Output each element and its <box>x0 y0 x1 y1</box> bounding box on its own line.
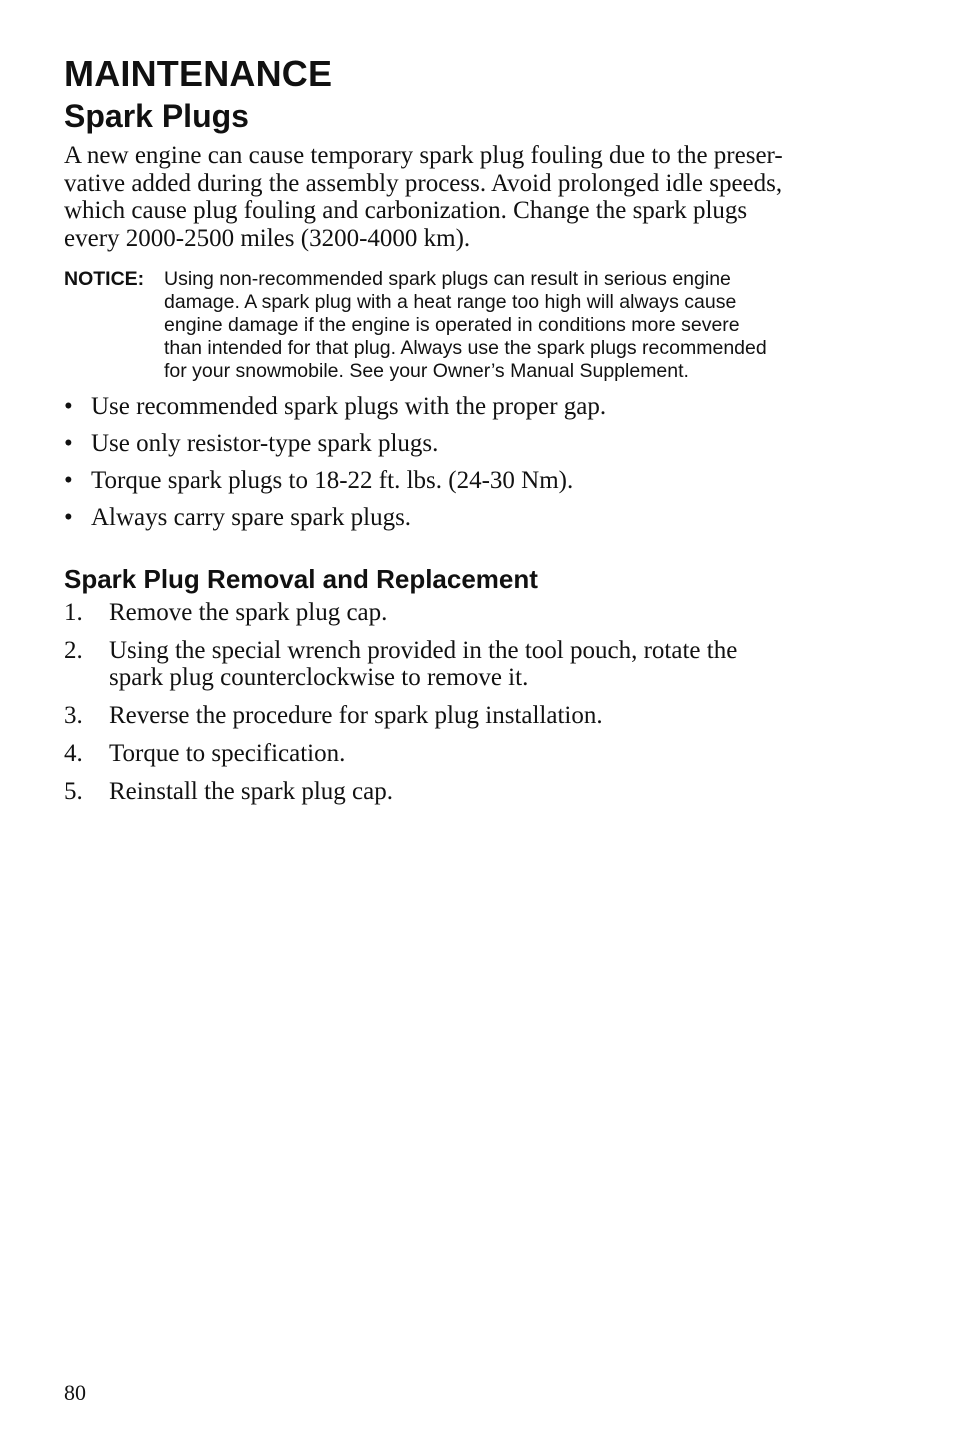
step-text <box>109 599 874 627</box>
bullet-icon: • <box>64 504 73 531</box>
list-item-text: Torque spark plugs to 18-22 ft. lbs. (24-30 Nm). <box>91 467 574 494</box>
step-item <box>64 702 874 730</box>
chapter-title: MAINTENANCE <box>64 53 333 94</box>
intro-line: which cause plug fouling and carbonization. Change the spark plugs <box>64 197 748 224</box>
step-number: 4. <box>64 740 83 767</box>
notice-label: NOTICE: <box>64 268 145 290</box>
step-text <box>109 637 874 692</box>
intro-paragraph <box>64 142 874 252</box>
bullet-icon: • <box>64 393 73 420</box>
step-item <box>64 778 874 806</box>
step-number: 5. <box>64 778 83 805</box>
step-text <box>109 778 874 806</box>
step-line: spark plug counterclockwise to remove it. <box>109 664 529 691</box>
step-line: Reverse the procedure for spark plug installation. <box>109 702 603 729</box>
list-item <box>64 504 874 532</box>
list-item <box>64 467 874 495</box>
step-number: 3. <box>64 702 83 729</box>
step-text <box>109 702 874 730</box>
notice-line: than intended for that plug. Always use the spark plugs recommended <box>164 337 767 359</box>
list-item-text: Use recommended spark plugs with the proper gap. <box>91 393 607 420</box>
intro-line: vative added during the assembly process. Avoid prolonged idle speeds, <box>64 169 783 197</box>
step-item <box>64 599 874 627</box>
section-title: Spark Plugs <box>64 98 249 134</box>
intro-line: every 2000-2500 miles (3200-4000 km). <box>64 224 471 252</box>
bullet-icon: • <box>64 430 73 457</box>
subsection-title: Spark Plug Removal and Replacement <box>64 563 538 594</box>
bullet-icon: • <box>64 467 73 494</box>
notice-line: engine damage if the engine is operated in conditions more severe <box>164 314 740 336</box>
notice-line: Using non-recommended spark plugs can result in serious engine <box>164 268 731 290</box>
step-text <box>109 740 874 768</box>
steps-list <box>64 599 874 806</box>
list-item <box>64 393 874 421</box>
step-number: 1. <box>64 598 83 626</box>
step-line: Using the special wrench provided in the tool pouch, rotate the <box>109 636 738 664</box>
list-item-text: Use only resistor-type spark plugs. <box>91 430 439 457</box>
list-item-text: Always carry spare spark plugs. <box>91 504 412 531</box>
notice-line: for your snowmobile. See your Owner’s Manual Supplement. <box>164 360 689 382</box>
step-number: 2. <box>64 636 83 664</box>
notice-line: damage. A spark plug with a heat range too high will always cause <box>164 291 737 313</box>
step-line: Torque to specification. <box>109 740 346 767</box>
step-line: Remove the spark plug cap. <box>109 598 388 626</box>
intro-line: A new engine can cause temporary spark plug fouling due to the preser- <box>64 142 783 169</box>
step-item <box>64 637 874 692</box>
step-line: Reinstall the spark plug cap. <box>109 778 393 805</box>
tips-list <box>64 393 874 532</box>
page-number: 80 <box>64 1380 86 1405</box>
list-item <box>64 430 874 458</box>
step-item <box>64 740 874 768</box>
notice-block <box>64 268 874 383</box>
manual-page <box>64 52 874 816</box>
